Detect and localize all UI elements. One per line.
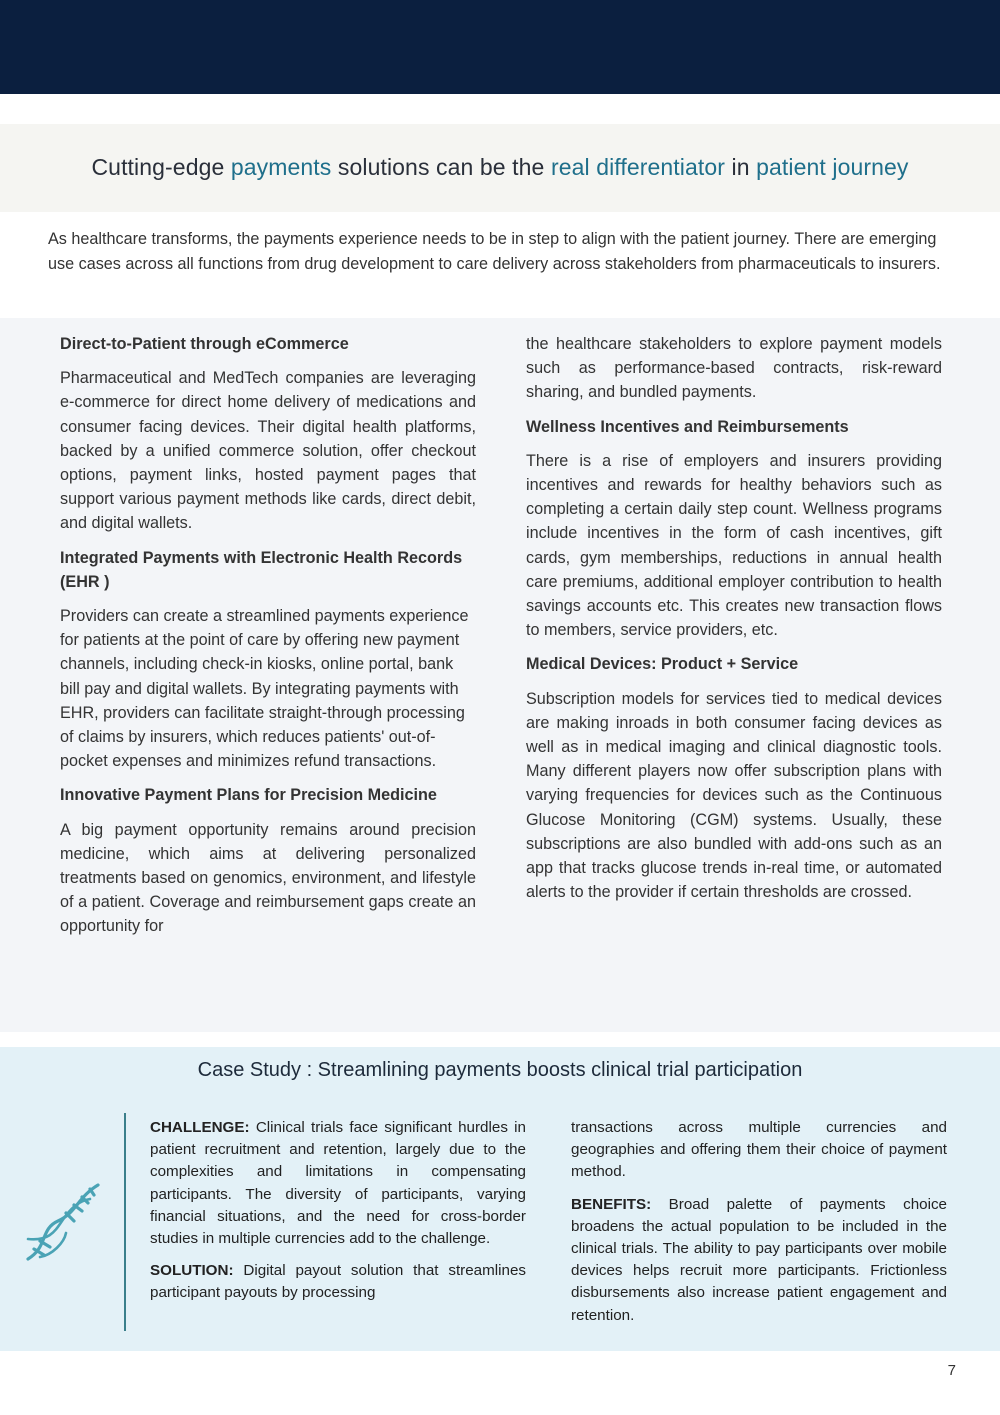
solution-paragraph: SOLUTION: Digital payout solution that streamlines participant payouts by processing bbox=[150, 1262, 526, 1302]
intro-paragraph: As healthcare transforms, the payments experience needs to be in step to align with the patient journey. There are emerging use cases across all functions from drug development to care delivery across stakeholders from pharmaceuticals to insurers. bbox=[48, 230, 941, 273]
section-heading-precision: Innovative Payment Plans for Precision Medicine bbox=[60, 786, 437, 805]
page-title: Cutting-edge payments solutions can be the real differentiator in patient journey bbox=[91, 154, 909, 180]
case-study-box bbox=[0, 1047, 1000, 1351]
divider-line bbox=[124, 1113, 126, 1331]
section-heading-dtp: Direct-to-Patient through eCommerce bbox=[60, 335, 349, 353]
section-heading-wellness: Wellness Incentives and Reimbursements bbox=[526, 417, 849, 436]
left-column bbox=[60, 332, 476, 949]
solution-paragraph-cont: transactions across multiple currencies and geographies and offering them their choice of payment method. bbox=[571, 1119, 947, 1181]
use-cases-section bbox=[0, 318, 1000, 1032]
right-column bbox=[526, 332, 942, 914]
section-body-devices: Subscription models for services tied to medical devices are making inroads in both consumer facing devices as well as in medical imaging and clinical diagnostic tools. Many different players now offer subscription plans with varying frequencies for devices such as the Continuous Glucose Monitoring (CGM) systems. Usually, these subscriptions are also bundled with add-ons such as an app that tracks glucose trends in-real time, or automated alerts to the provider if certain thresholds are crossed. bbox=[526, 689, 942, 902]
section-body-precision-cont: the healthcare stakeholders to explore payment models such as performance-based contracts, risk-reward sharing, and bundled payments. bbox=[526, 335, 942, 402]
section-body-wellness: There is a rise of employers and insurers providing incentives and rewards for healthy behaviors such as completing a certain daily step count. Wellness programs include incentives in the form of cash incentives, gift cards, gym memberships, reductions in annual health care premiums, additional employer contribution to health savings accounts etc. This creates new transaction flows to members, service providers, etc. bbox=[526, 451, 942, 640]
case-study-title: Case Study : Streamlining payments boosts clinical trial participation bbox=[197, 1059, 803, 1081]
case-right-column bbox=[571, 1117, 947, 1337]
section-body-dtp: Pharmaceutical and MedTech companies are leveraging e-commerce for direct home delivery of medications and consumer facing devices. Their digital health platforms, backed by a unified commerce solution, offer checkout options, payment links, hosted payment pages that support various payment methods like cards, direct debit, and digital wallets. bbox=[60, 369, 476, 533]
page-number: 7 bbox=[947, 1362, 956, 1379]
section-body-ehr: Providers can create a streamlined payments experience for patients at the point of care by offering new payment channels, including check-in kiosks, online portal, bank bill pay and digital wallets. By integrating payments with EHR, providers can facilitate straight-through processing of claims by insurers, which reduces patients' out-of-pocket expenses and minimizes refund transactions. bbox=[60, 607, 469, 771]
benefits-paragraph: BENEFITS: Broad palette of payments choice broadens the actual population to be included in the clinical trials. The ability to pay participants over mobile devices helps recruit more participants. Frictionless disbursements also increase patient engagement and retention. bbox=[571, 1195, 947, 1324]
header-band bbox=[0, 0, 1000, 94]
title-band bbox=[0, 124, 1000, 212]
case-left-column bbox=[150, 1117, 526, 1315]
section-heading-devices: Medical Devices: Product + Service bbox=[526, 655, 799, 674]
section-heading-ehr: Integrated Payments with Electronic Health Records (EHR ) bbox=[60, 548, 463, 591]
section-body-precision: A big payment opportunity remains around precision medicine, which aims at delivering personalized treatments based on genomics, environment, and lifestyle of a patient. Coverage and reimbursement gaps create an opportunity for bbox=[60, 820, 476, 936]
dna-icon bbox=[18, 1177, 108, 1267]
challenge-paragraph: CHALLENGE: Clinical trials face significant hurdles in patient recruitment and retention, largely due to the complexities and limitations in compensating participants. The diversity of participants, varying financial situations, and the need for cross-border studies in multiple currencies add to the challenge. bbox=[150, 1119, 526, 1248]
